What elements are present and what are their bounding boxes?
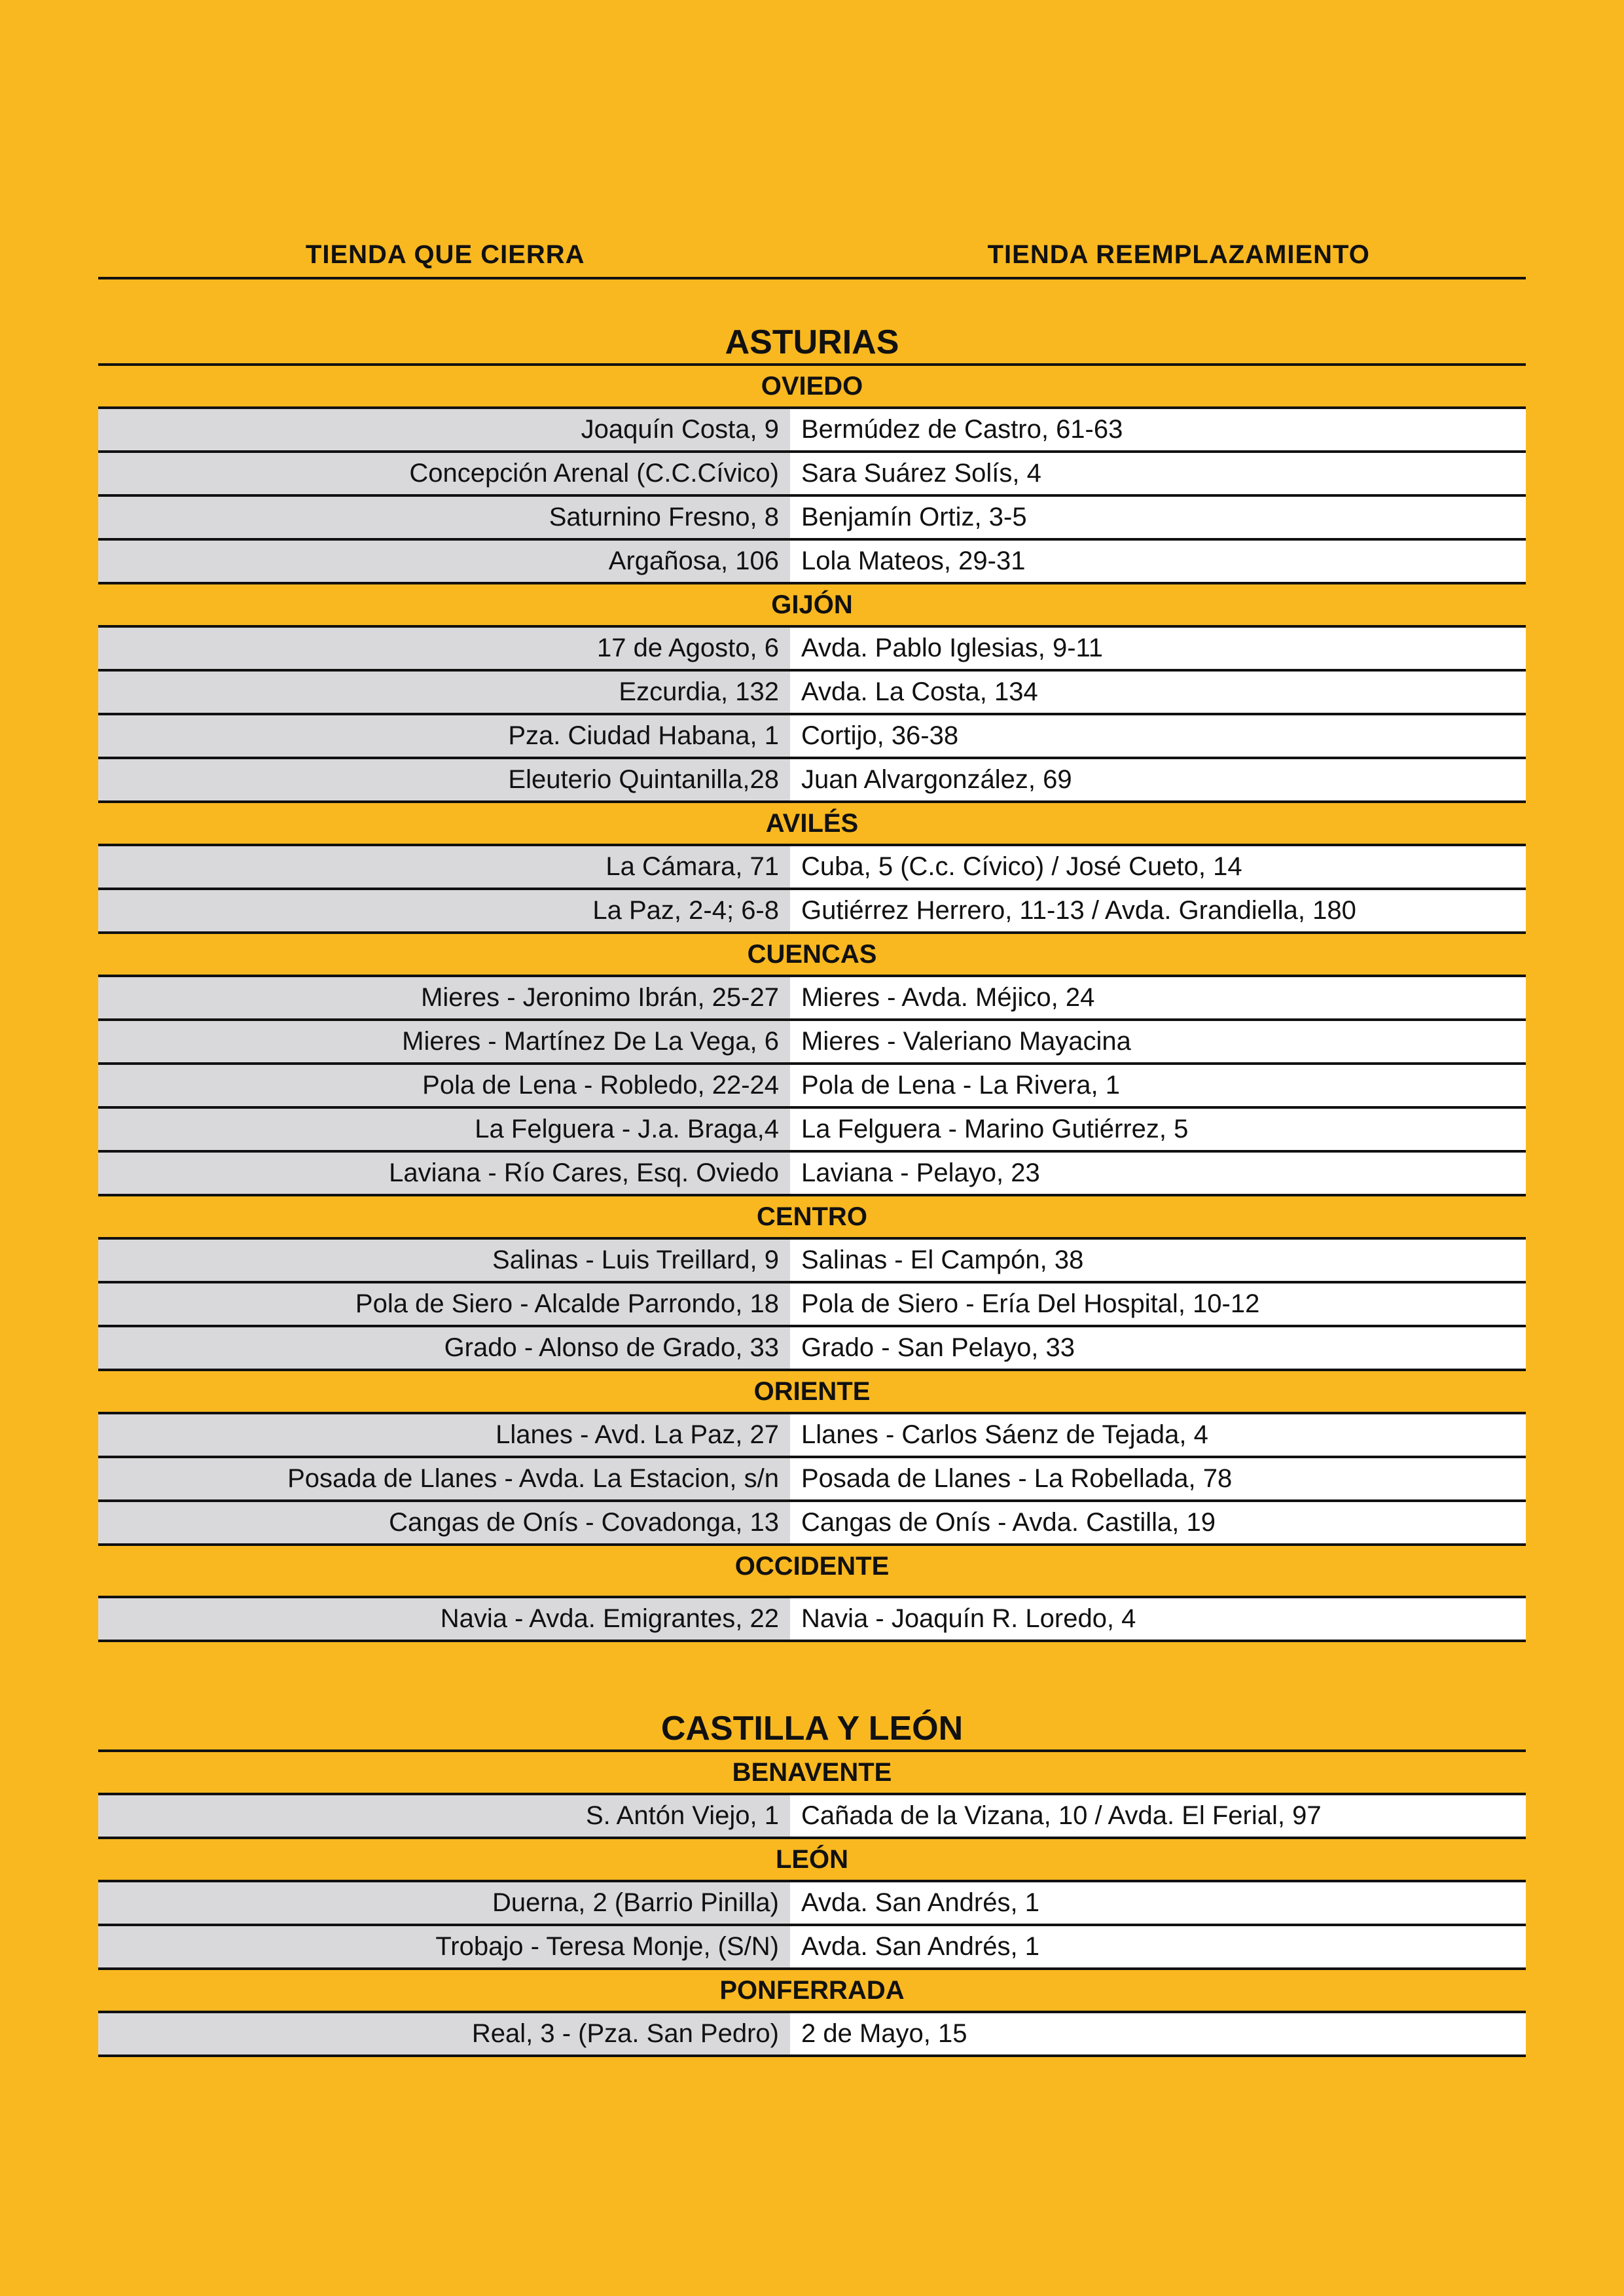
city-title: CUENCAS xyxy=(98,934,1526,977)
table-row xyxy=(98,1795,1526,1839)
table-row xyxy=(98,846,1526,890)
table-row xyxy=(98,1598,1526,1642)
column-header-replacement: TIENDA REEMPLAZAMIENTO xyxy=(987,240,1370,269)
city-section xyxy=(98,1371,1526,1546)
closing-store-cell: Pza. Ciudad Habana, 1 xyxy=(98,715,790,757)
replacement-store-cell: Mieres - Avda. Méjico, 24 xyxy=(790,977,1526,1018)
table-row xyxy=(98,1882,1526,1926)
replacement-store-cell: Pola de Lena - La Rivera, 1 xyxy=(790,1065,1526,1106)
city-section xyxy=(98,1752,1526,1839)
region-section xyxy=(98,1708,1526,2057)
table-row xyxy=(98,1021,1526,1065)
closing-store-cell: Posada de Llanes - Avda. La Estacion, s/n xyxy=(98,1458,790,1499)
city-section xyxy=(98,934,1526,1196)
closing-store-cell: Grado - Alonso de Grado, 33 xyxy=(98,1327,790,1369)
table-row xyxy=(98,1240,1526,1283)
closing-store-cell: Laviana - Río Cares, Esq. Oviedo xyxy=(98,1153,790,1194)
table-row xyxy=(98,453,1526,497)
closing-store-cell: La Paz, 2-4; 6-8 xyxy=(98,890,790,931)
city-section xyxy=(98,366,1526,584)
closing-store-cell: Navia - Avda. Emigrantes, 22 xyxy=(98,1598,790,1640)
city-section xyxy=(98,803,1526,934)
city-title: OVIEDO xyxy=(98,366,1526,409)
city-title: BENAVENTE xyxy=(98,1752,1526,1795)
closing-store-cell: Mieres - Jeronimo Ibrán, 25-27 xyxy=(98,977,790,1018)
replacement-store-cell: Cuba, 5 (C.c. Cívico) / José Cueto, 14 xyxy=(790,846,1526,888)
table-row xyxy=(98,628,1526,672)
replacement-store-cell: Laviana - Pelayo, 23 xyxy=(790,1153,1526,1194)
replacement-store-cell: Pola de Siero - Ería Del Hospital, 10-12 xyxy=(790,1283,1526,1325)
replacement-store-cell: Gutiérrez Herrero, 11-13 / Avda. Grandiella, 180 xyxy=(790,890,1526,931)
replacement-store-cell: Llanes - Carlos Sáenz de Tejada, 4 xyxy=(790,1414,1526,1456)
replacement-store-cell: Salinas - El Campón, 38 xyxy=(790,1240,1526,1281)
closing-store-cell: Cangas de Onís - Covadonga, 13 xyxy=(98,1502,790,1543)
closing-store-cell: Ezcurdia, 132 xyxy=(98,672,790,713)
table-row xyxy=(98,1283,1526,1327)
replacement-store-cell: Bermúdez de Castro, 61-63 xyxy=(790,409,1526,450)
closing-store-cell: Eleuterio Quintanilla,28 xyxy=(98,759,790,800)
replacement-store-cell: Mieres - Valeriano Mayacina xyxy=(790,1021,1526,1062)
table-row xyxy=(98,1327,1526,1371)
table-row xyxy=(98,409,1526,453)
replacement-store-cell: Cañada de la Vizana, 10 / Avda. El Ferial, 97 xyxy=(790,1795,1526,1837)
table-row xyxy=(98,541,1526,584)
city-section xyxy=(98,1546,1526,1642)
city-section xyxy=(98,1839,1526,1970)
closing-store-cell: La Cámara, 71 xyxy=(98,846,790,888)
table-row xyxy=(98,1153,1526,1196)
table-row xyxy=(98,977,1526,1021)
city-title: LEÓN xyxy=(98,1839,1526,1882)
table-row xyxy=(98,1109,1526,1153)
replacement-store-cell: Avda. La Costa, 134 xyxy=(790,672,1526,713)
table-row xyxy=(98,2013,1526,2057)
closing-store-cell: La Felguera - J.a. Braga,4 xyxy=(98,1109,790,1150)
replacement-store-cell: Avda. San Andrés, 1 xyxy=(790,1882,1526,1924)
closing-store-cell: Argañosa, 106 xyxy=(98,541,790,582)
region-section xyxy=(98,321,1526,1642)
table-row xyxy=(98,1502,1526,1546)
store-table xyxy=(98,232,1526,2057)
replacement-store-cell: Benjamín Ortiz, 3-5 xyxy=(790,497,1526,538)
replacement-store-cell: Navia - Joaquín R. Loredo, 4 xyxy=(790,1598,1526,1640)
city-title: OCCIDENTE xyxy=(98,1546,1526,1598)
replacement-store-cell: Sara Suárez Solís, 4 xyxy=(790,453,1526,494)
region-title: CASTILLA Y LEÓN xyxy=(98,1708,1526,1752)
replacement-store-cell: Cortijo, 36-38 xyxy=(790,715,1526,757)
replacement-store-cell: Juan Alvargonzález, 69 xyxy=(790,759,1526,800)
replacement-store-cell: Avda. San Andrés, 1 xyxy=(790,1926,1526,1967)
replacement-store-cell: 2 de Mayo, 15 xyxy=(790,2013,1526,2054)
replacement-store-cell: Lola Mateos, 29-31 xyxy=(790,541,1526,582)
region-title: ASTURIAS xyxy=(98,321,1526,366)
replacement-store-cell: La Felguera - Marino Gutiérrez, 5 xyxy=(790,1109,1526,1150)
closing-store-cell: Pola de Siero - Alcalde Parrondo, 18 xyxy=(98,1283,790,1325)
closing-store-cell: Concepción Arenal (C.C.Cívico) xyxy=(98,453,790,494)
closing-store-cell: Real, 3 - (Pza. San Pedro) xyxy=(98,2013,790,2054)
table-row xyxy=(98,890,1526,934)
city-title: PONFERRADA xyxy=(98,1970,1526,2013)
closing-store-cell: Llanes - Avd. La Paz, 27 xyxy=(98,1414,790,1456)
replacement-store-cell: Avda. Pablo Iglesias, 9-11 xyxy=(790,628,1526,669)
city-section xyxy=(98,1196,1526,1371)
table-row xyxy=(98,1926,1526,1970)
closing-store-cell: Salinas - Luis Treillard, 9 xyxy=(98,1240,790,1281)
column-header-closing: TIENDA QUE CIERRA xyxy=(305,240,585,269)
table-row xyxy=(98,497,1526,541)
table-row xyxy=(98,1414,1526,1458)
replacement-store-cell: Grado - San Pelayo, 33 xyxy=(790,1327,1526,1369)
table-row xyxy=(98,672,1526,715)
city-title: AVILÉS xyxy=(98,803,1526,846)
replacement-store-cell: Cangas de Onís - Avda. Castilla, 19 xyxy=(790,1502,1526,1543)
closing-store-cell: Duerna, 2 (Barrio Pinilla) xyxy=(98,1882,790,1924)
column-headers xyxy=(98,232,1526,279)
closing-store-cell: Mieres - Martínez De La Vega, 6 xyxy=(98,1021,790,1062)
closing-store-cell: 17 de Agosto, 6 xyxy=(98,628,790,669)
table-row xyxy=(98,1458,1526,1502)
table-row xyxy=(98,715,1526,759)
city-title: GIJÓN xyxy=(98,584,1526,628)
closing-store-cell: S. Antón Viejo, 1 xyxy=(98,1795,790,1837)
table-row xyxy=(98,759,1526,803)
closing-store-cell: Trobajo - Teresa Monje, (S/N) xyxy=(98,1926,790,1967)
city-section xyxy=(98,584,1526,803)
regions-container xyxy=(98,321,1526,2057)
city-section xyxy=(98,1970,1526,2057)
city-title: ORIENTE xyxy=(98,1371,1526,1414)
table-row xyxy=(98,1065,1526,1109)
closing-store-cell: Pola de Lena - Robledo, 22-24 xyxy=(98,1065,790,1106)
city-title: CENTRO xyxy=(98,1196,1526,1240)
closing-store-cell: Joaquín Costa, 9 xyxy=(98,409,790,450)
closing-store-cell: Saturnino Fresno, 8 xyxy=(98,497,790,538)
replacement-store-cell: Posada de Llanes - La Robellada, 78 xyxy=(790,1458,1526,1499)
